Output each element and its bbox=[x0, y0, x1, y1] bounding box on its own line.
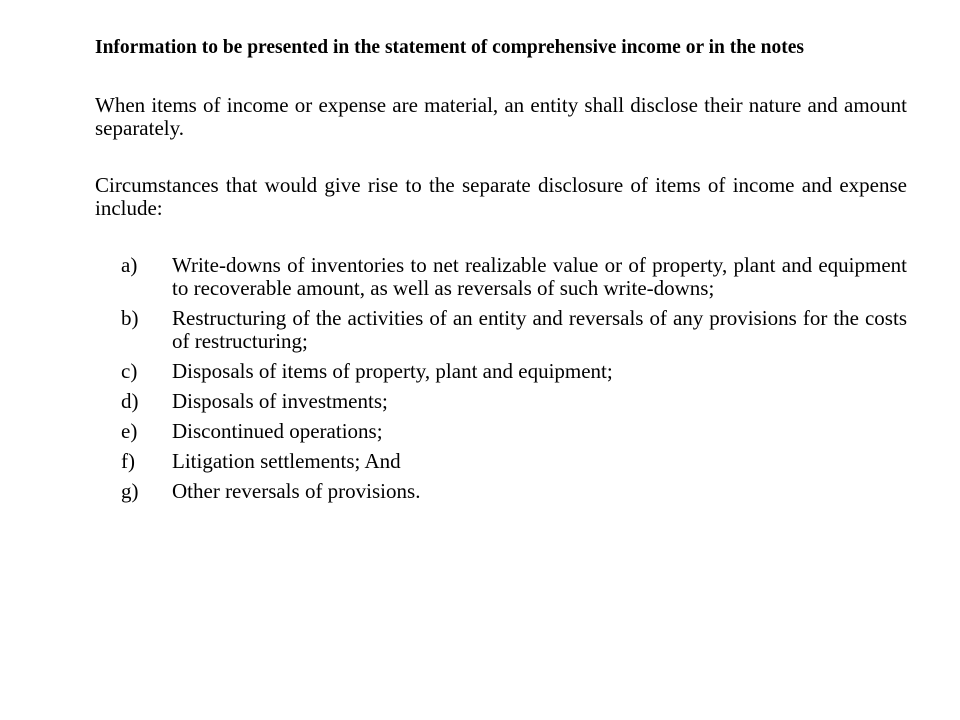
list-item-b bbox=[95, 307, 907, 353]
list-marker: d) bbox=[121, 389, 139, 413]
list-item-a bbox=[95, 254, 907, 300]
slide-content bbox=[95, 36, 907, 510]
list-marker: b) bbox=[121, 306, 139, 330]
list-item-text: Discontinued operations; bbox=[172, 419, 383, 443]
list-item-text: Disposals of items of property, plant and equipment; bbox=[172, 359, 613, 383]
list-marker: e) bbox=[121, 419, 138, 443]
list-item-d bbox=[95, 390, 907, 413]
list-marker: c) bbox=[121, 359, 138, 383]
list-item-g bbox=[95, 480, 907, 503]
paragraph-materiality: When items of income or expense are material, an entity shall disclose their nature and amount separately. bbox=[95, 93, 907, 140]
list-item-text: Litigation settlements; And bbox=[172, 449, 401, 473]
list-item-f bbox=[95, 450, 907, 473]
list-marker: a) bbox=[121, 253, 138, 277]
list-item-text: Write-downs of inventories to net realizable value or of property, plant and equipment to recoverable amount, as well as reversals of such write-downs; bbox=[172, 253, 907, 300]
list-marker: f) bbox=[121, 449, 135, 473]
list-item-text: Disposals of investments; bbox=[172, 389, 388, 413]
list-item-text: Other reversals of provisions. bbox=[172, 479, 421, 503]
disclosure-list bbox=[95, 254, 907, 503]
slide-heading: Information to be presented in the statement of comprehensive income or in the notes bbox=[95, 37, 804, 58]
list-item-e bbox=[95, 420, 907, 443]
list-marker: g) bbox=[121, 479, 139, 503]
paragraph-circumstances: Circumstances that would give rise to the separate disclosure of items of income and expense include: bbox=[95, 173, 907, 220]
list-item-text: Restructuring of the activities of an entity and reversals of any provisions for the costs of restructuring; bbox=[172, 306, 907, 353]
list-item-c bbox=[95, 360, 907, 383]
